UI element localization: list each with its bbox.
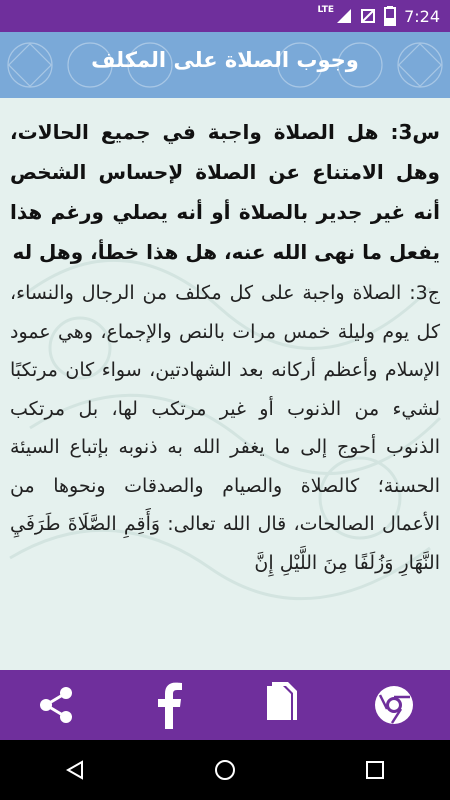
no-sim-icon (360, 8, 376, 24)
back-button[interactable] (45, 745, 105, 795)
chrome-button[interactable] (362, 675, 426, 735)
copy-icon (263, 682, 299, 728)
page-title: وجوب الصلاة على المكلف (91, 48, 359, 72)
action-bar (0, 670, 450, 740)
answer-text: ج3: الصلاة واجبة على كل مكلف من الرجال والنساء، كل يوم وليلة خمس مرات بالنص والإجماع، وهي عمود الإسلام وأعظم أركانه بعد الشهادتين، سواء كان مرتكبًا لشيء من الذنوب أو غير مرتكب لها، بل مرتكب الذنوب أحوج إلى ما يغفر الله به ذنوبه بإتباع السيئة الحسنة؛ كالصلاة والصيام والصدقات ونحوها من الأعمال الصالحات، قال الله تعالى: وَأَقِمِ الصَّلَاةَ طَرَفَيِ النَّهَارِ وَزُلَفًا مِنَ اللَّيْلِ إِنَّ (10, 282, 440, 574)
clock: 7:24 (404, 6, 440, 26)
article-text (10, 112, 440, 582)
content-area[interactable] (0, 98, 450, 670)
copy-button[interactable] (249, 675, 313, 735)
facebook-icon (154, 681, 184, 729)
home-button[interactable] (195, 745, 255, 795)
app-header (0, 32, 450, 98)
home-icon (213, 758, 237, 782)
back-icon (64, 759, 86, 781)
status-icons (312, 4, 440, 28)
battery-icon (384, 6, 396, 26)
facebook-button[interactable] (137, 675, 201, 735)
share-button[interactable] (24, 675, 88, 735)
share-icon (34, 683, 78, 727)
system-nav-bar (0, 740, 450, 800)
recents-button[interactable] (345, 745, 405, 795)
signal-icon (336, 8, 352, 24)
question-text: س3: هل الصلاة واجبة في جميع الحالات، وهل الامتناع عن الصلاة لإحساس الشخص أنه غير جدير بالصلاة أو أنه يصلي ورغم هذا يفعل ما نهى الله عنه، هل هذا خطأ، وهل له (10, 120, 440, 264)
recents-icon (364, 759, 386, 781)
network-type: LTE (317, 5, 335, 15)
chrome-icon (372, 683, 416, 727)
status-bar (0, 0, 450, 32)
